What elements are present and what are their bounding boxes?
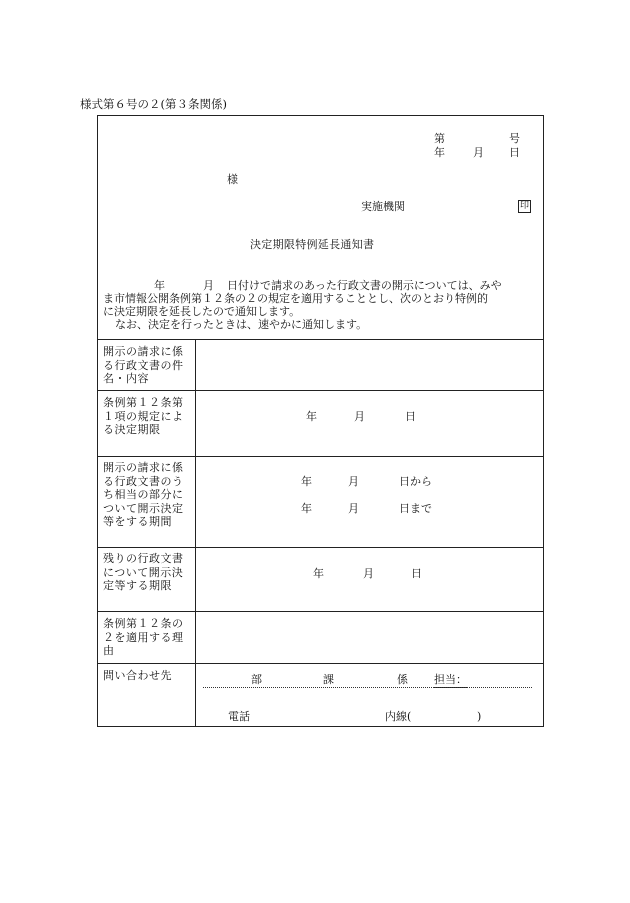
document-title: 決定期限特例延長通知書 xyxy=(250,238,375,251)
body-line-4: なお、決定を行ったときは、速やかに通知します。 xyxy=(115,318,368,331)
period-to-month: 月 xyxy=(348,502,359,515)
issue-month: 月 xyxy=(473,146,484,159)
contact-person-label: 担当： xyxy=(434,673,467,686)
contact-extension-close: ) xyxy=(477,710,482,723)
row-label-subject: 開示の請求に係る行政文書の件名・内容 xyxy=(103,345,184,385)
form-number: 様式第６号の２(第３条関係) xyxy=(80,97,227,111)
body-line-2: ま市情報公開条例第１２条の２の規定を適用することとし、次のとおり特例的 xyxy=(103,292,488,305)
row-divider xyxy=(97,611,544,612)
period-to-year: 年 xyxy=(301,502,312,515)
deadline-month: 月 xyxy=(354,410,365,423)
row-label-deadline: 条例第１２条第１項の規定による決定期限 xyxy=(103,396,184,436)
number-prefix: 第 xyxy=(434,132,445,145)
contact-extension-open: 内線( xyxy=(385,710,412,723)
period-from-day: 日から xyxy=(399,475,432,488)
period-to-day: 日まで xyxy=(399,502,432,515)
row-divider xyxy=(97,663,544,664)
deadline-year: 年 xyxy=(306,410,317,423)
row-label-period: 開示の請求に係る行政文書のうち相当の部分について開示決定等をする期間 xyxy=(103,461,184,528)
contact-department: 部 xyxy=(251,673,262,686)
number-suffix: 号 xyxy=(509,132,520,145)
row-label-contact: 問い合わせ先 xyxy=(103,669,172,682)
addressee-suffix: 様 xyxy=(227,173,238,186)
body-month: 月 xyxy=(203,279,214,292)
body-year: 年 xyxy=(154,279,165,292)
body-line-1: 日付けで請求のあった行政文書の開示については、みや xyxy=(227,279,502,292)
remaining-day: 日 xyxy=(411,567,422,580)
period-from-year: 年 xyxy=(301,475,312,488)
contact-section: 課 xyxy=(323,673,334,686)
row-divider xyxy=(97,390,544,391)
issue-year: 年 xyxy=(434,146,445,159)
column-divider xyxy=(195,339,196,727)
row-divider xyxy=(97,339,544,340)
row-divider xyxy=(97,547,544,548)
issue-day: 日 xyxy=(509,146,520,159)
row-label-reason: 条例第１２条の２を適用する理由 xyxy=(103,617,184,657)
body-line-3: に決定期限を延長したので通知します。 xyxy=(103,305,301,318)
contact-phone-label: 電話 xyxy=(228,710,250,723)
deadline-day: 日 xyxy=(405,410,416,423)
row-label-remaining: 残りの行政文書について開示決定等する期限 xyxy=(103,552,184,592)
remaining-year: 年 xyxy=(313,567,324,580)
contact-dotted-line xyxy=(203,687,532,688)
seal-mark: 印 xyxy=(519,201,529,211)
agency-label: 実施機関 xyxy=(361,200,405,213)
contact-unit: 係 xyxy=(397,673,408,686)
period-from-month: 月 xyxy=(348,475,359,488)
remaining-month: 月 xyxy=(363,567,374,580)
row-divider xyxy=(97,456,544,457)
